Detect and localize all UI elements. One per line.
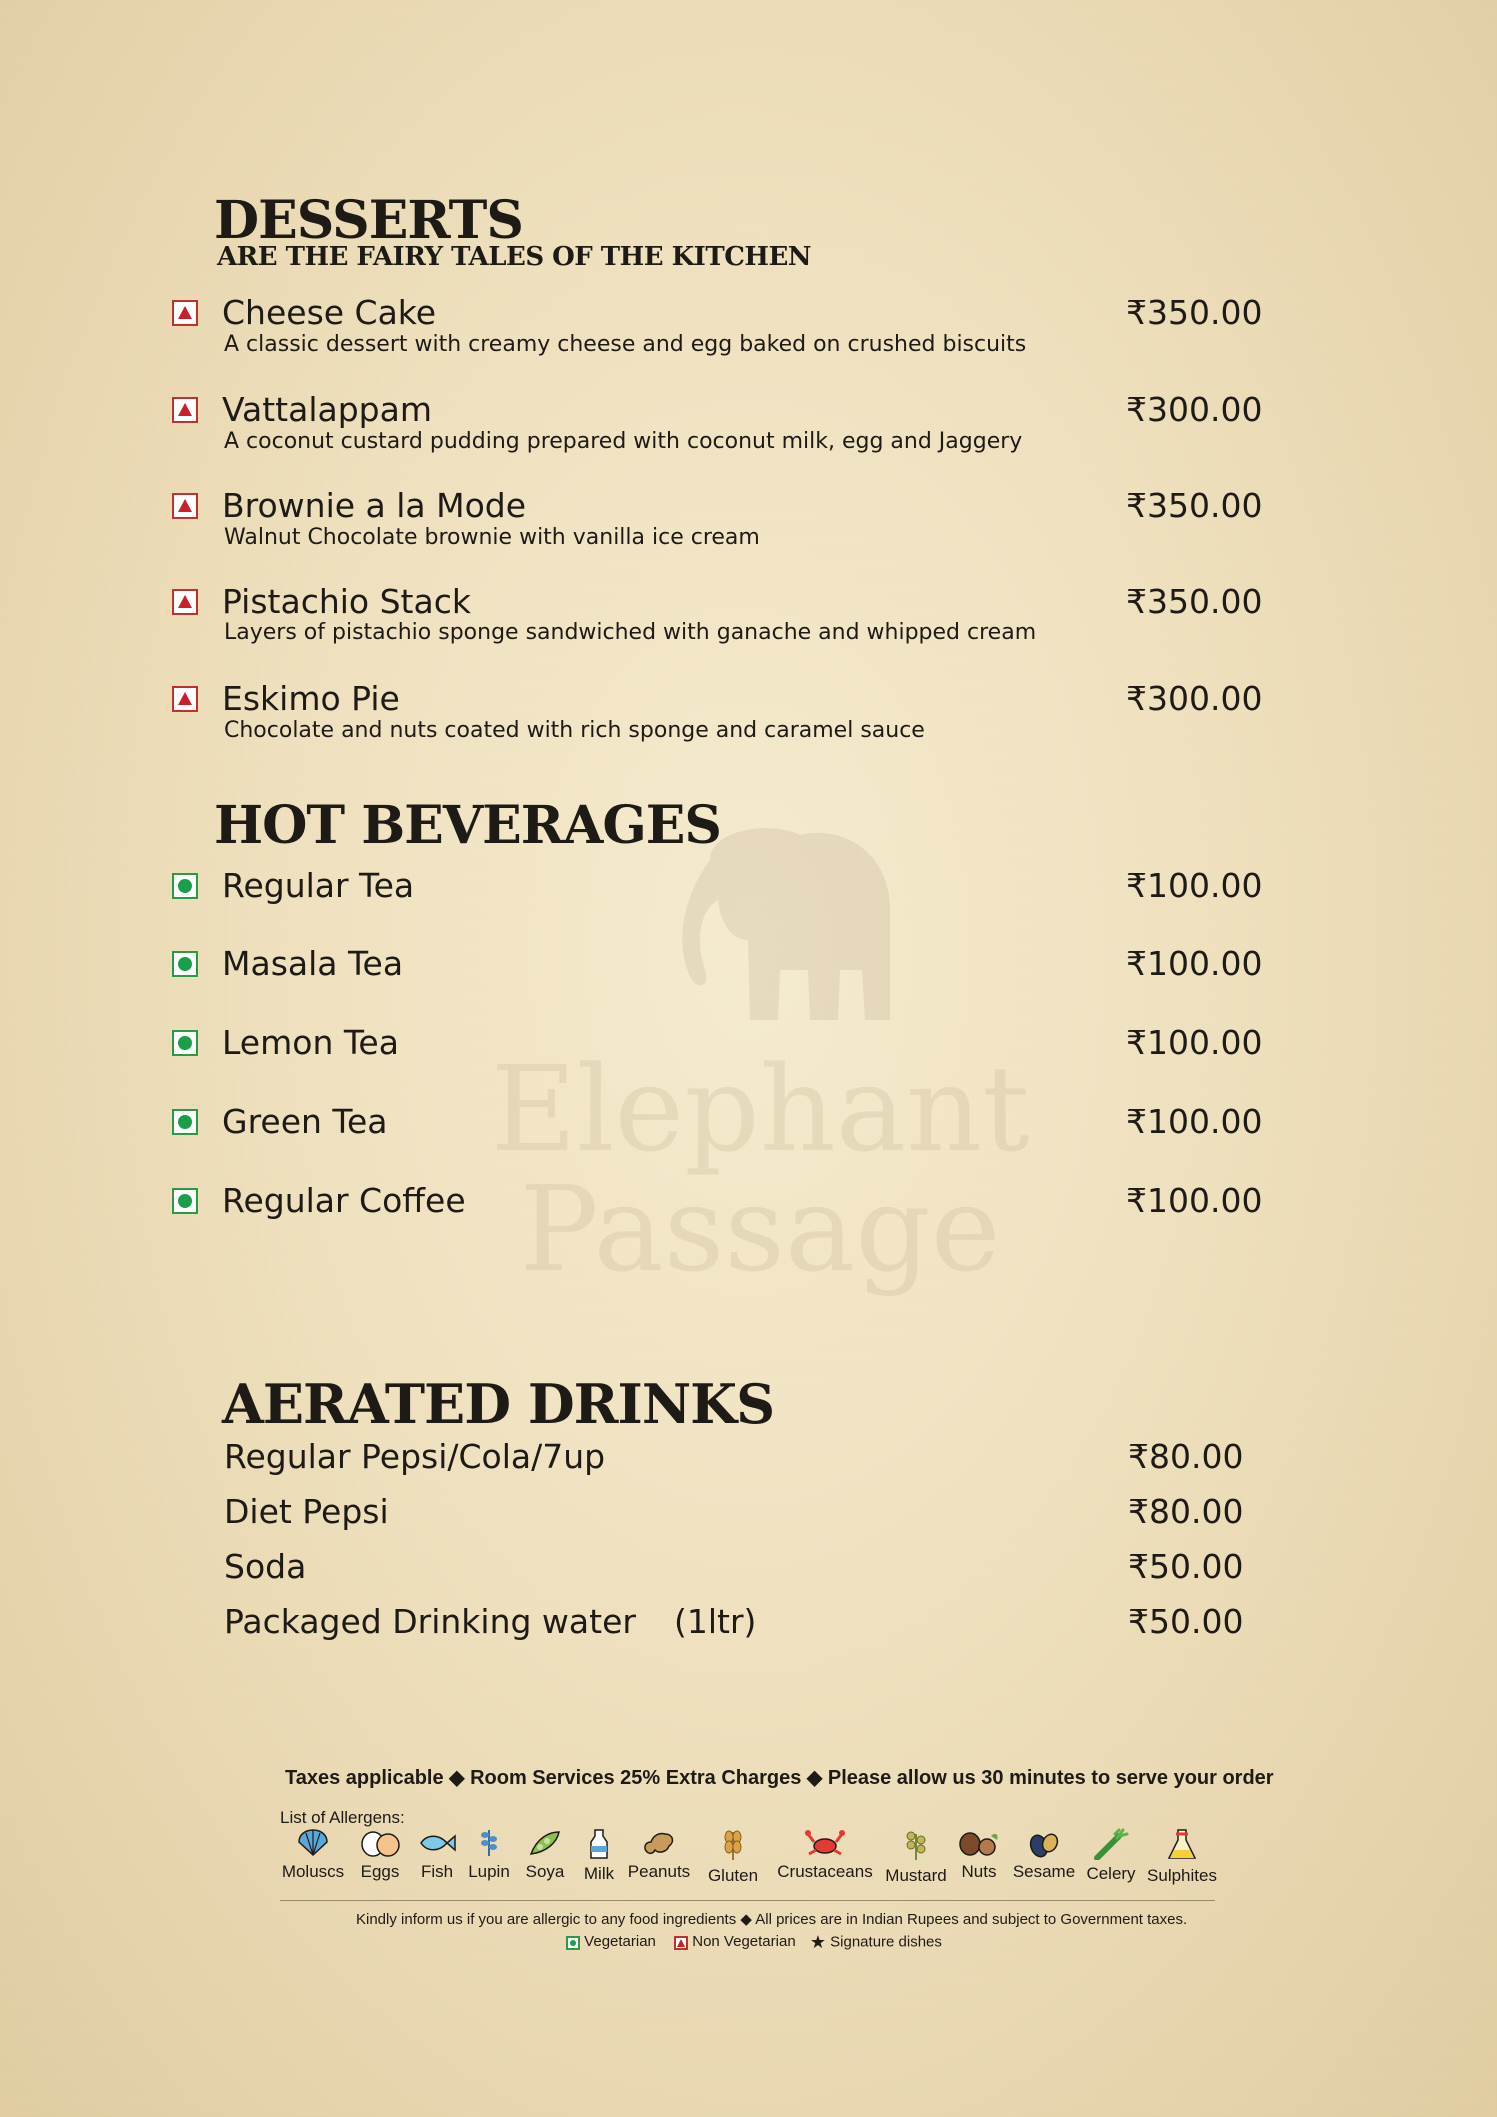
hot-beverages-title: HOT BEVERAGES [214, 795, 721, 856]
allergen-label: Milk [583, 1864, 615, 1883]
allergen-moluscs [278, 1828, 348, 1882]
shell-icon [296, 1828, 330, 1858]
beverage-price: ₹100.00 [1126, 944, 1263, 983]
desserts-subtitle: ARE THE FAIRY TALES OF THE KITCHEN [217, 242, 812, 272]
dessert-name: Brownie a la Mode [222, 486, 527, 525]
allergen-label: Lupin [468, 1862, 510, 1881]
beverage-price: ₹100.00 [1126, 1102, 1263, 1141]
drink-name: Soda [224, 1547, 307, 1586]
beverage-price: ₹100.00 [1126, 1181, 1263, 1220]
drink-note: (1ltr) [674, 1602, 757, 1641]
dessert-price: ₹350.00 [1126, 582, 1263, 621]
allergen-label: Celery [1086, 1864, 1136, 1883]
non-veg-icon [172, 589, 198, 615]
dessert-name: Pistachio Stack [222, 582, 471, 621]
veg-icon [172, 1030, 198, 1056]
allergy-disclaimer: Kindly inform us if you are allergic to any food ingredients ◆ All prices are in Indian Rupees and subject to Government taxes. [356, 1911, 1188, 1928]
dessert-desc: A coconut custard pudding prepared with coconut milk, egg and Jaggery [224, 429, 1023, 454]
dessert-price: ₹300.00 [1126, 390, 1263, 429]
allergen-label: Nuts [961, 1862, 997, 1881]
peanut-icon [641, 1828, 677, 1858]
watermark-line2: Passage [519, 1160, 1001, 1298]
allergen-sulphites [1144, 1828, 1220, 1886]
allergen-label: Gluten [707, 1866, 759, 1885]
allergen-celery [1080, 1828, 1142, 1884]
nuts-icon [957, 1828, 1001, 1858]
allergen-label: Sulphites [1147, 1866, 1217, 1885]
soya-icon [527, 1828, 563, 1858]
watermark-line1: Elephant [490, 1040, 1030, 1178]
fish-icon [417, 1828, 457, 1858]
beverage-name: Masala Tea [222, 944, 404, 983]
legend [566, 1932, 942, 1953]
drink-price: ₹80.00 [1128, 1492, 1244, 1531]
allergen-mustard [880, 1828, 952, 1886]
dessert-desc: Layers of pistachio sponge sandwiched with ganache and whipped cream [224, 620, 1037, 645]
sulphites-icon [1167, 1828, 1197, 1862]
drink-name: Regular Pepsi/Cola/7up [224, 1437, 606, 1476]
beverage-name: Lemon Tea [222, 1023, 399, 1062]
drink-name: Diet Pepsi [224, 1492, 389, 1531]
allergen-crustaceans [772, 1828, 878, 1882]
allergen-label: Fish [420, 1862, 454, 1881]
mustard-icon [902, 1828, 930, 1862]
beverage-name: Regular Coffee [222, 1181, 466, 1220]
egg-icon [358, 1828, 402, 1858]
lupin-icon [477, 1828, 501, 1858]
dessert-name: Eskimo Pie [222, 679, 400, 718]
beverage-name: Regular Tea [222, 866, 415, 905]
veg-icon [172, 1109, 198, 1135]
non-veg-icon [172, 300, 198, 326]
aerated-drinks-title: AERATED DRINKS [222, 1372, 775, 1436]
drink-name: Packaged Drinking water [224, 1602, 636, 1641]
star-icon: ★ [809, 1932, 826, 1952]
dessert-name: Cheese Cake [222, 293, 437, 332]
allergen-label: Sesame [1012, 1862, 1076, 1881]
allergen-lupin [462, 1828, 516, 1882]
dessert-desc: Chocolate and nuts coated with rich sponge and caramel sauce [224, 718, 925, 743]
dessert-name: Vattalappam [222, 390, 432, 429]
allergen-nuts [954, 1828, 1004, 1882]
beverage-price: ₹100.00 [1126, 1023, 1263, 1062]
wheat-icon [721, 1828, 745, 1862]
drink-price: ₹50.00 [1128, 1547, 1244, 1586]
dessert-price: ₹350.00 [1126, 293, 1263, 332]
allergen-label: Crustaceans [777, 1862, 873, 1881]
allergen-eggs [350, 1828, 410, 1882]
veg-icon [172, 1188, 198, 1214]
allergen-label: Soya [525, 1862, 565, 1881]
allergen-soya [518, 1828, 572, 1882]
veg-icon [172, 873, 198, 899]
non-veg-icon [674, 1936, 688, 1950]
non-veg-icon [172, 397, 198, 423]
allergen-milk [576, 1828, 622, 1884]
footer-divider [280, 1900, 1215, 1901]
allergen-label: Mustard [885, 1866, 947, 1885]
elephant-passage-watermark [480, 800, 1040, 1320]
beverage-name: Green Tea [222, 1102, 388, 1141]
dessert-price: ₹350.00 [1126, 486, 1263, 525]
non-veg-icon [172, 493, 198, 519]
legend-veg: Vegetarian [584, 1933, 656, 1951]
veg-icon [566, 1936, 580, 1950]
celery-icon [1093, 1828, 1129, 1860]
allergen-label: Peanuts [627, 1862, 691, 1881]
sesame-icon [1027, 1828, 1061, 1858]
desserts-title: DESSERTS [214, 190, 523, 251]
drink-price: ₹50.00 [1128, 1602, 1244, 1641]
allergen-peanuts [624, 1828, 694, 1882]
allergen-fish [412, 1828, 462, 1882]
legend-signature: Signature dishes [830, 1933, 942, 1951]
crab-icon [805, 1828, 845, 1858]
milk-icon [589, 1828, 609, 1860]
dessert-desc: A classic dessert with creamy cheese and egg baked on crushed biscuits [224, 332, 1027, 357]
allergens-label: List of Allergens: [280, 1808, 405, 1827]
allergen-sesame [1008, 1828, 1080, 1882]
allergen-label: Eggs [360, 1862, 400, 1881]
dessert-desc: Walnut Chocolate brownie with vanilla ice cream [224, 525, 760, 550]
allergen-gluten [700, 1828, 766, 1886]
dessert-price: ₹300.00 [1126, 679, 1263, 718]
beverage-price: ₹100.00 [1126, 866, 1263, 905]
drink-price: ₹80.00 [1128, 1437, 1244, 1476]
service-notice: Taxes applicable ◆ Room Services 25% Extra Charges ◆ Please allow us 30 minutes to serve your order [285, 1767, 1274, 1789]
allergen-label: Moluscs [281, 1862, 345, 1881]
legend-nonveg: Non Vegetarian [692, 1933, 796, 1951]
veg-icon [172, 951, 198, 977]
non-veg-icon [172, 686, 198, 712]
